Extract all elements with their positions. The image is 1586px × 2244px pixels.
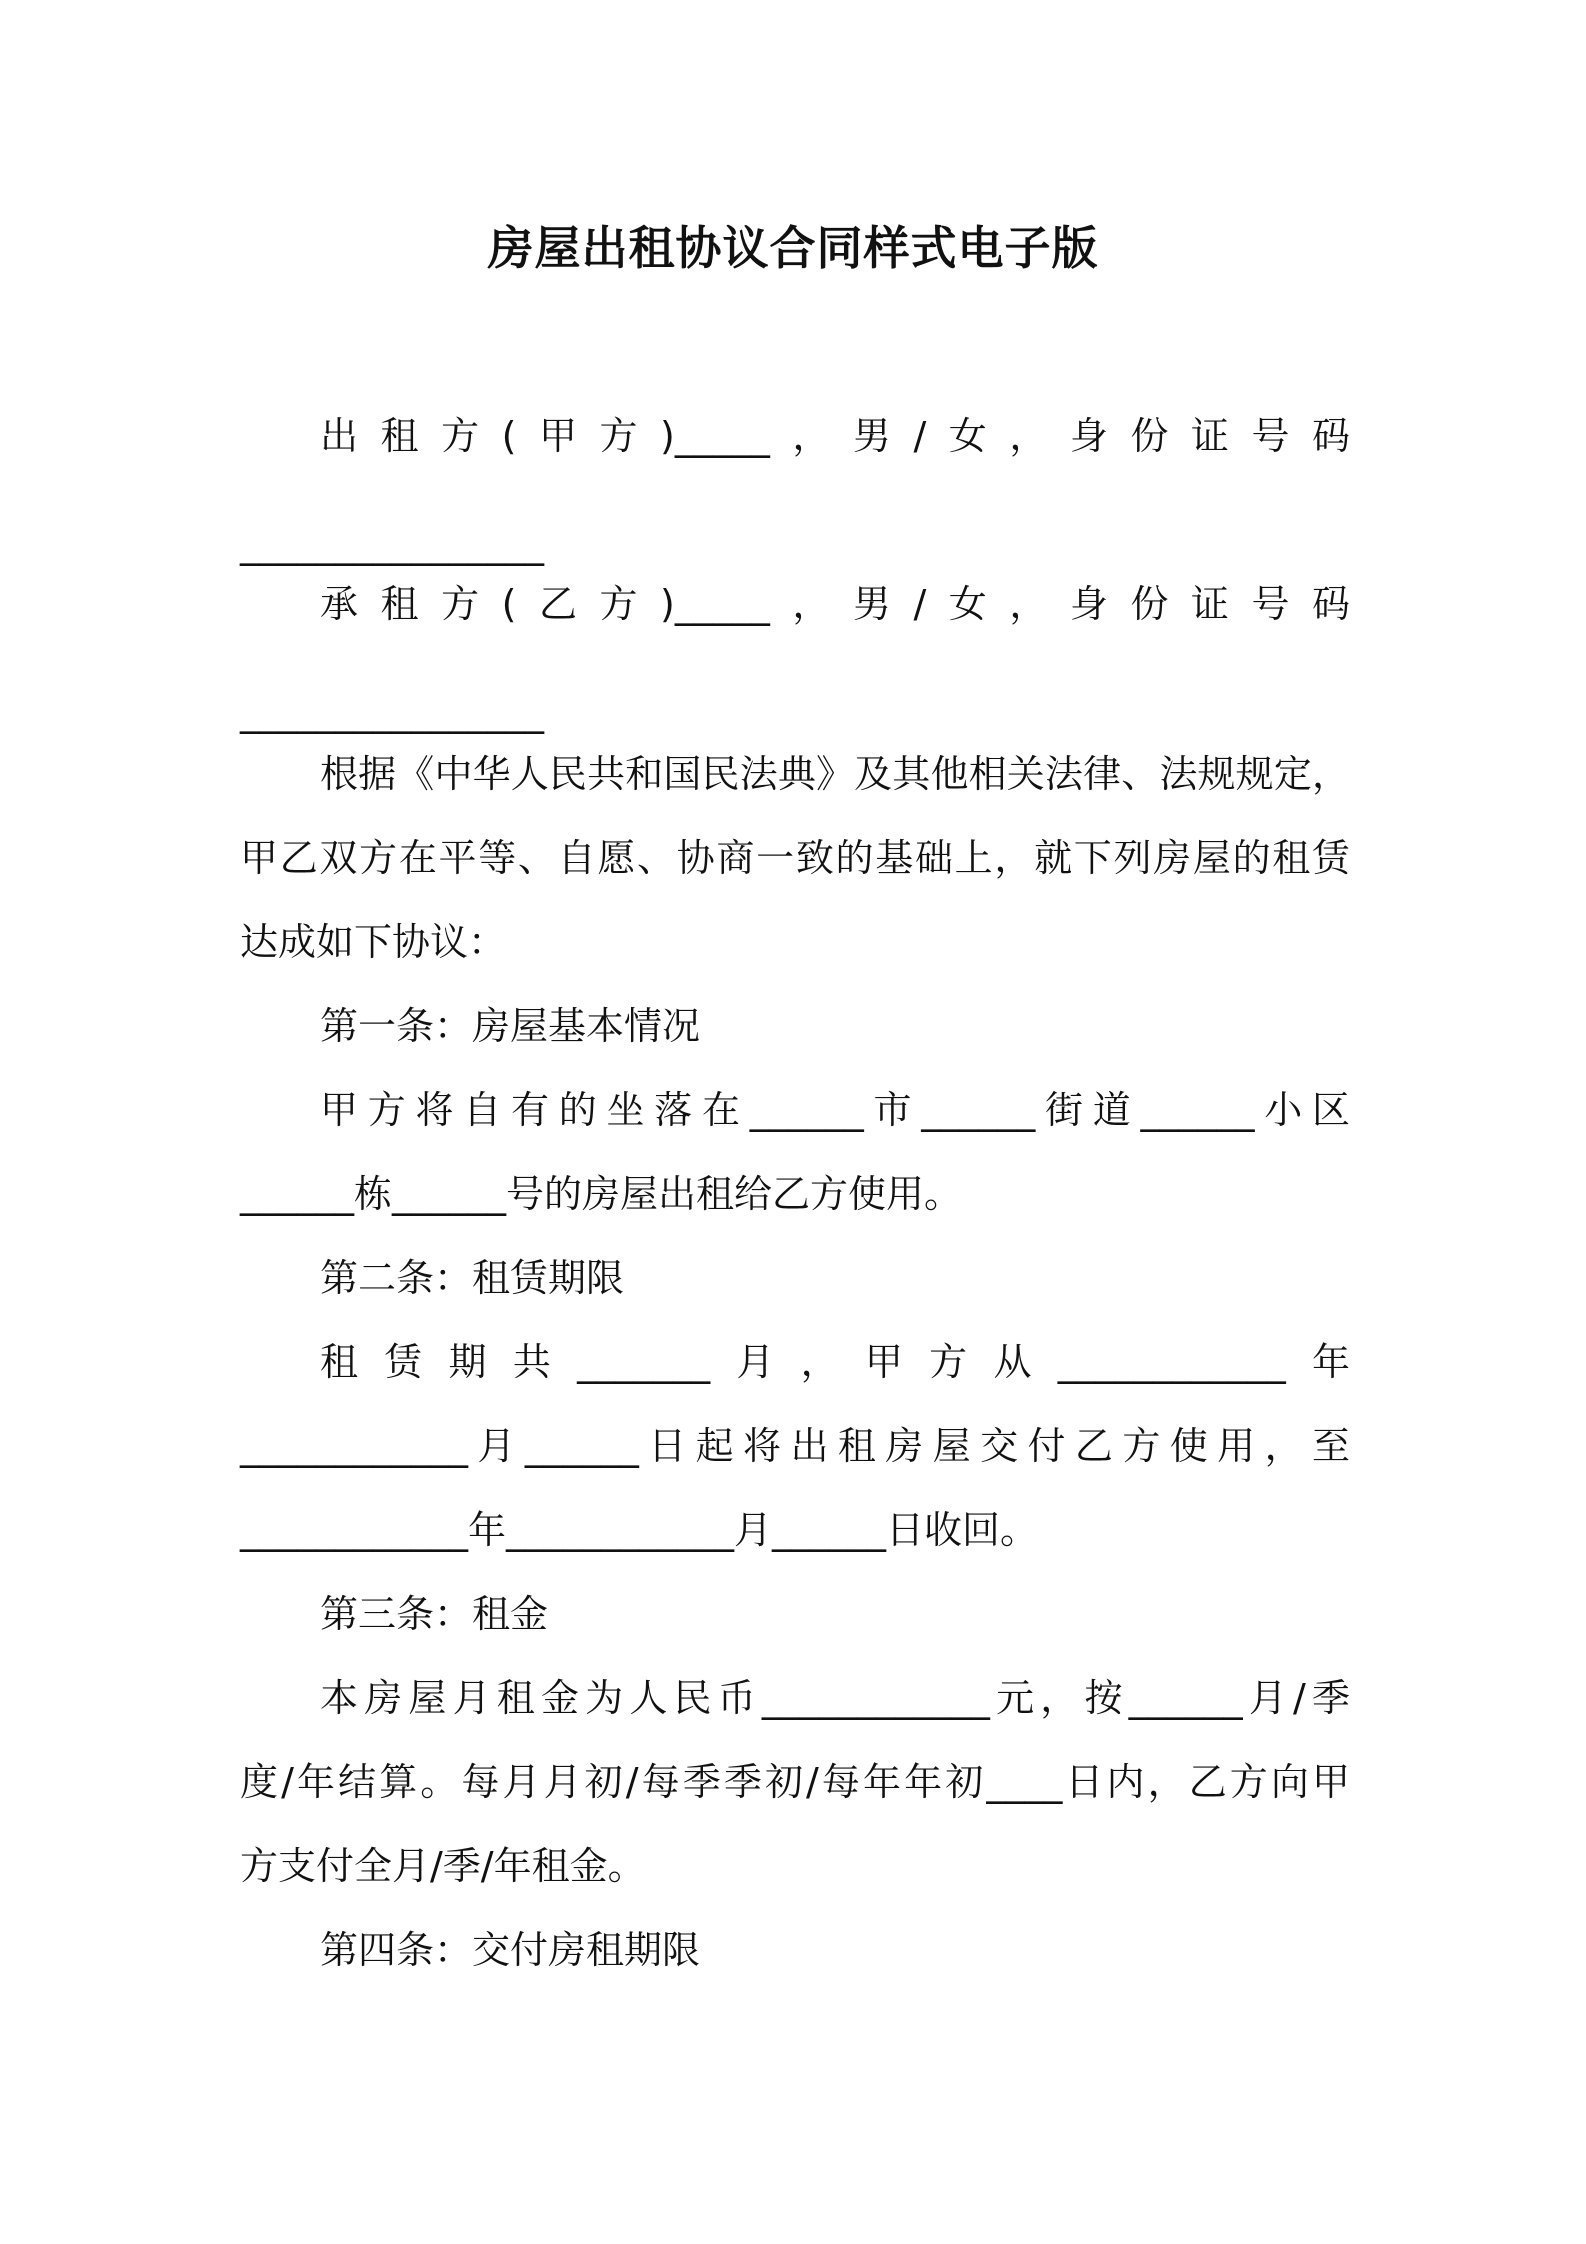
article-3-line-2: 度/年结算。每月月初/每季季初/每年年初____日内，乙方向甲 <box>240 1760 1350 1804</box>
party-b-line-1: 承租方(乙方)_____，男/女，身份证号码 <box>320 582 1350 626</box>
article-3-heading: 第三条：租金 <box>320 1592 549 1636</box>
document-title: 房屋出租协议合同样式电子版 <box>487 221 1099 275</box>
article-3-line-3: 方支付全月/季/年租金。 <box>240 1844 646 1888</box>
preamble-line-1: 根据《中华人民共和国民法典》及其他相关法律、法规规定， <box>320 752 1350 796</box>
party-a-line-2: ________________ <box>240 522 544 566</box>
article-1-line-1: 甲方将自有的坐落在______市______街道______小区 <box>320 1088 1350 1132</box>
preamble-line-2: 甲乙双方在平等、自愿、协商一致的基础上，就下列房屋的租赁 <box>240 836 1350 880</box>
article-2-line-2: ____________月______日起将出租房屋交付乙方使用，至 <box>240 1424 1350 1468</box>
preamble-line-3: 达成如下协议： <box>240 920 507 964</box>
party-a-line-1: 出租方(甲方)_____，男/女，身份证号码 <box>320 414 1350 458</box>
article-2-line-3: ____________年____________月______日收回。 <box>240 1508 1039 1552</box>
party-b-line-2: ________________ <box>240 690 544 734</box>
article-1-line-2: ______栋______号的房屋出租给乙方使用。 <box>240 1172 963 1216</box>
article-2-heading: 第二条：租赁期限 <box>320 1256 625 1300</box>
article-3-line-1: 本房屋月租金为人民币____________元，按______月/季 <box>320 1676 1350 1720</box>
article-2-line-1: 租赁期共_______月，甲方从____________年 <box>320 1340 1350 1384</box>
article-4-heading: 第四条：交付房租期限 <box>320 1928 701 1972</box>
article-1-heading: 第一条：房屋基本情况 <box>320 1004 701 1048</box>
